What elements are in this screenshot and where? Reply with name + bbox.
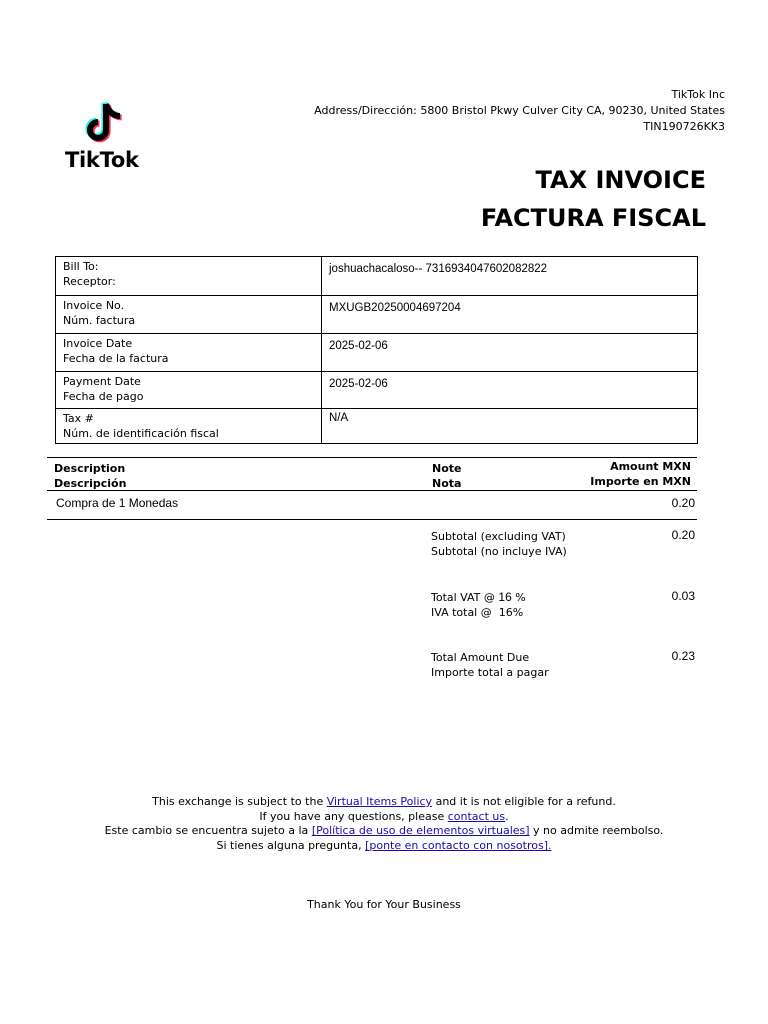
info-row-bill-to	[56, 257, 698, 296]
footer-text: This exchange is subject to the	[152, 795, 324, 808]
footer-line-2	[0, 810, 768, 823]
thank-you-note: Thank You for Your Business	[307, 898, 461, 911]
vat-label-es: IVA total @ 16%	[431, 606, 524, 619]
tiktok-note-icon	[80, 98, 132, 150]
info-label	[56, 372, 322, 409]
items-bottom-rule	[47, 519, 697, 520]
header-amount	[590, 459, 691, 489]
subtotal-label	[431, 529, 567, 559]
info-value: MXUGB20250004697204	[322, 296, 698, 334]
vat-label-en	[431, 590, 526, 605]
company-tin: TIN190726KK3	[643, 120, 725, 133]
header-description-es: Descripción	[54, 477, 127, 490]
total-due-amount: 0.23	[671, 649, 695, 663]
header-note-en: Note	[432, 462, 462, 475]
label-en: Invoice Date	[63, 337, 133, 350]
subtotal-label-es: Subtotal (no incluye IVA)	[431, 545, 567, 558]
header-description-en: Description	[54, 462, 126, 475]
info-row-invoice-no	[56, 296, 698, 334]
footer-line-4	[0, 839, 768, 852]
label-en: Bill To:	[63, 260, 99, 273]
label-es: Fecha de pago	[63, 390, 144, 403]
info-label	[56, 296, 322, 334]
items-header-rule	[47, 490, 697, 491]
virtual-items-policy-link[interactable]: Virtual Items Policy	[326, 795, 433, 808]
footer-line-3	[0, 824, 768, 837]
label-es: Receptor:	[63, 275, 116, 288]
footer-text: and it is not eligible for a refund.	[435, 795, 616, 808]
item-amount: 0.20	[671, 496, 695, 510]
label-en: Payment Date	[63, 375, 141, 388]
item-row	[47, 494, 697, 514]
vat-label	[431, 590, 526, 620]
invoice-info-table	[55, 256, 698, 444]
info-value: 2025-02-06	[322, 334, 698, 372]
contact-us-link[interactable]: contact us	[447, 810, 506, 823]
logo-wordmark: TikTok	[65, 148, 139, 172]
vat-prefix: Total VAT @	[431, 591, 495, 604]
subtotal-label-en: Subtotal (excluding VAT)	[431, 530, 566, 543]
header-note-es: Nota	[432, 477, 462, 490]
label-es: Fecha de la factura	[63, 352, 169, 365]
header-note	[432, 461, 461, 491]
footer-text: If you have any questions, please	[259, 810, 445, 823]
header-description	[54, 461, 126, 491]
info-value: joshuachacaloso-- 7316934047602082822	[322, 257, 698, 296]
vat-suffix: %	[515, 591, 526, 604]
items-top-rule	[47, 457, 697, 458]
info-value: 2025-02-06	[322, 372, 698, 409]
footer-text: .	[505, 810, 509, 823]
title-english: TAX INVOICE	[535, 166, 706, 194]
header-amount-es: Importe en MXN	[590, 475, 691, 488]
info-label	[56, 257, 322, 296]
vat-rate: 16	[498, 590, 512, 604]
footer-text: y no admite reembolso.	[533, 824, 664, 837]
footer-line-1	[0, 795, 768, 808]
info-row-tax-id	[56, 409, 698, 444]
total-due-label	[431, 650, 549, 680]
vat-amount: 0.03	[671, 589, 695, 603]
subtotal-amount: 0.20	[671, 528, 695, 542]
info-row-invoice-date	[56, 334, 698, 372]
label-en: Tax #	[63, 412, 94, 425]
footer-text: Si tienes alguna pregunta,	[216, 839, 362, 852]
footer-text: Este cambio se encuentra sujeto a la	[104, 824, 309, 837]
info-label	[56, 334, 322, 372]
item-description: Compra de 1 Monedas	[56, 496, 179, 510]
label-es: Núm. de identificación fiscal	[63, 427, 219, 440]
info-row-payment-date	[56, 372, 698, 409]
total-due-label-es: Importe total a pagar	[431, 666, 549, 679]
header-amount-en: Amount MXN	[610, 460, 691, 473]
info-value: N/A	[322, 409, 698, 444]
title-spanish: FACTURA FISCAL	[480, 204, 706, 232]
contacto-link[interactable]: [ponte en contacto con nosotros].	[365, 839, 552, 852]
politica-elementos-virtuales-link[interactable]: [Política de uso de elementos virtuales]	[311, 824, 530, 837]
company-address: Address/Dirección: 5800 Bristol Pkwy Culver City CA, 90230, United States	[314, 104, 725, 117]
label-en: Invoice No.	[63, 299, 125, 312]
info-label	[56, 409, 322, 444]
company-name: TikTok Inc	[671, 88, 725, 101]
label-es: Núm. factura	[63, 314, 136, 327]
total-due-label-en: Total Amount Due	[431, 651, 530, 664]
